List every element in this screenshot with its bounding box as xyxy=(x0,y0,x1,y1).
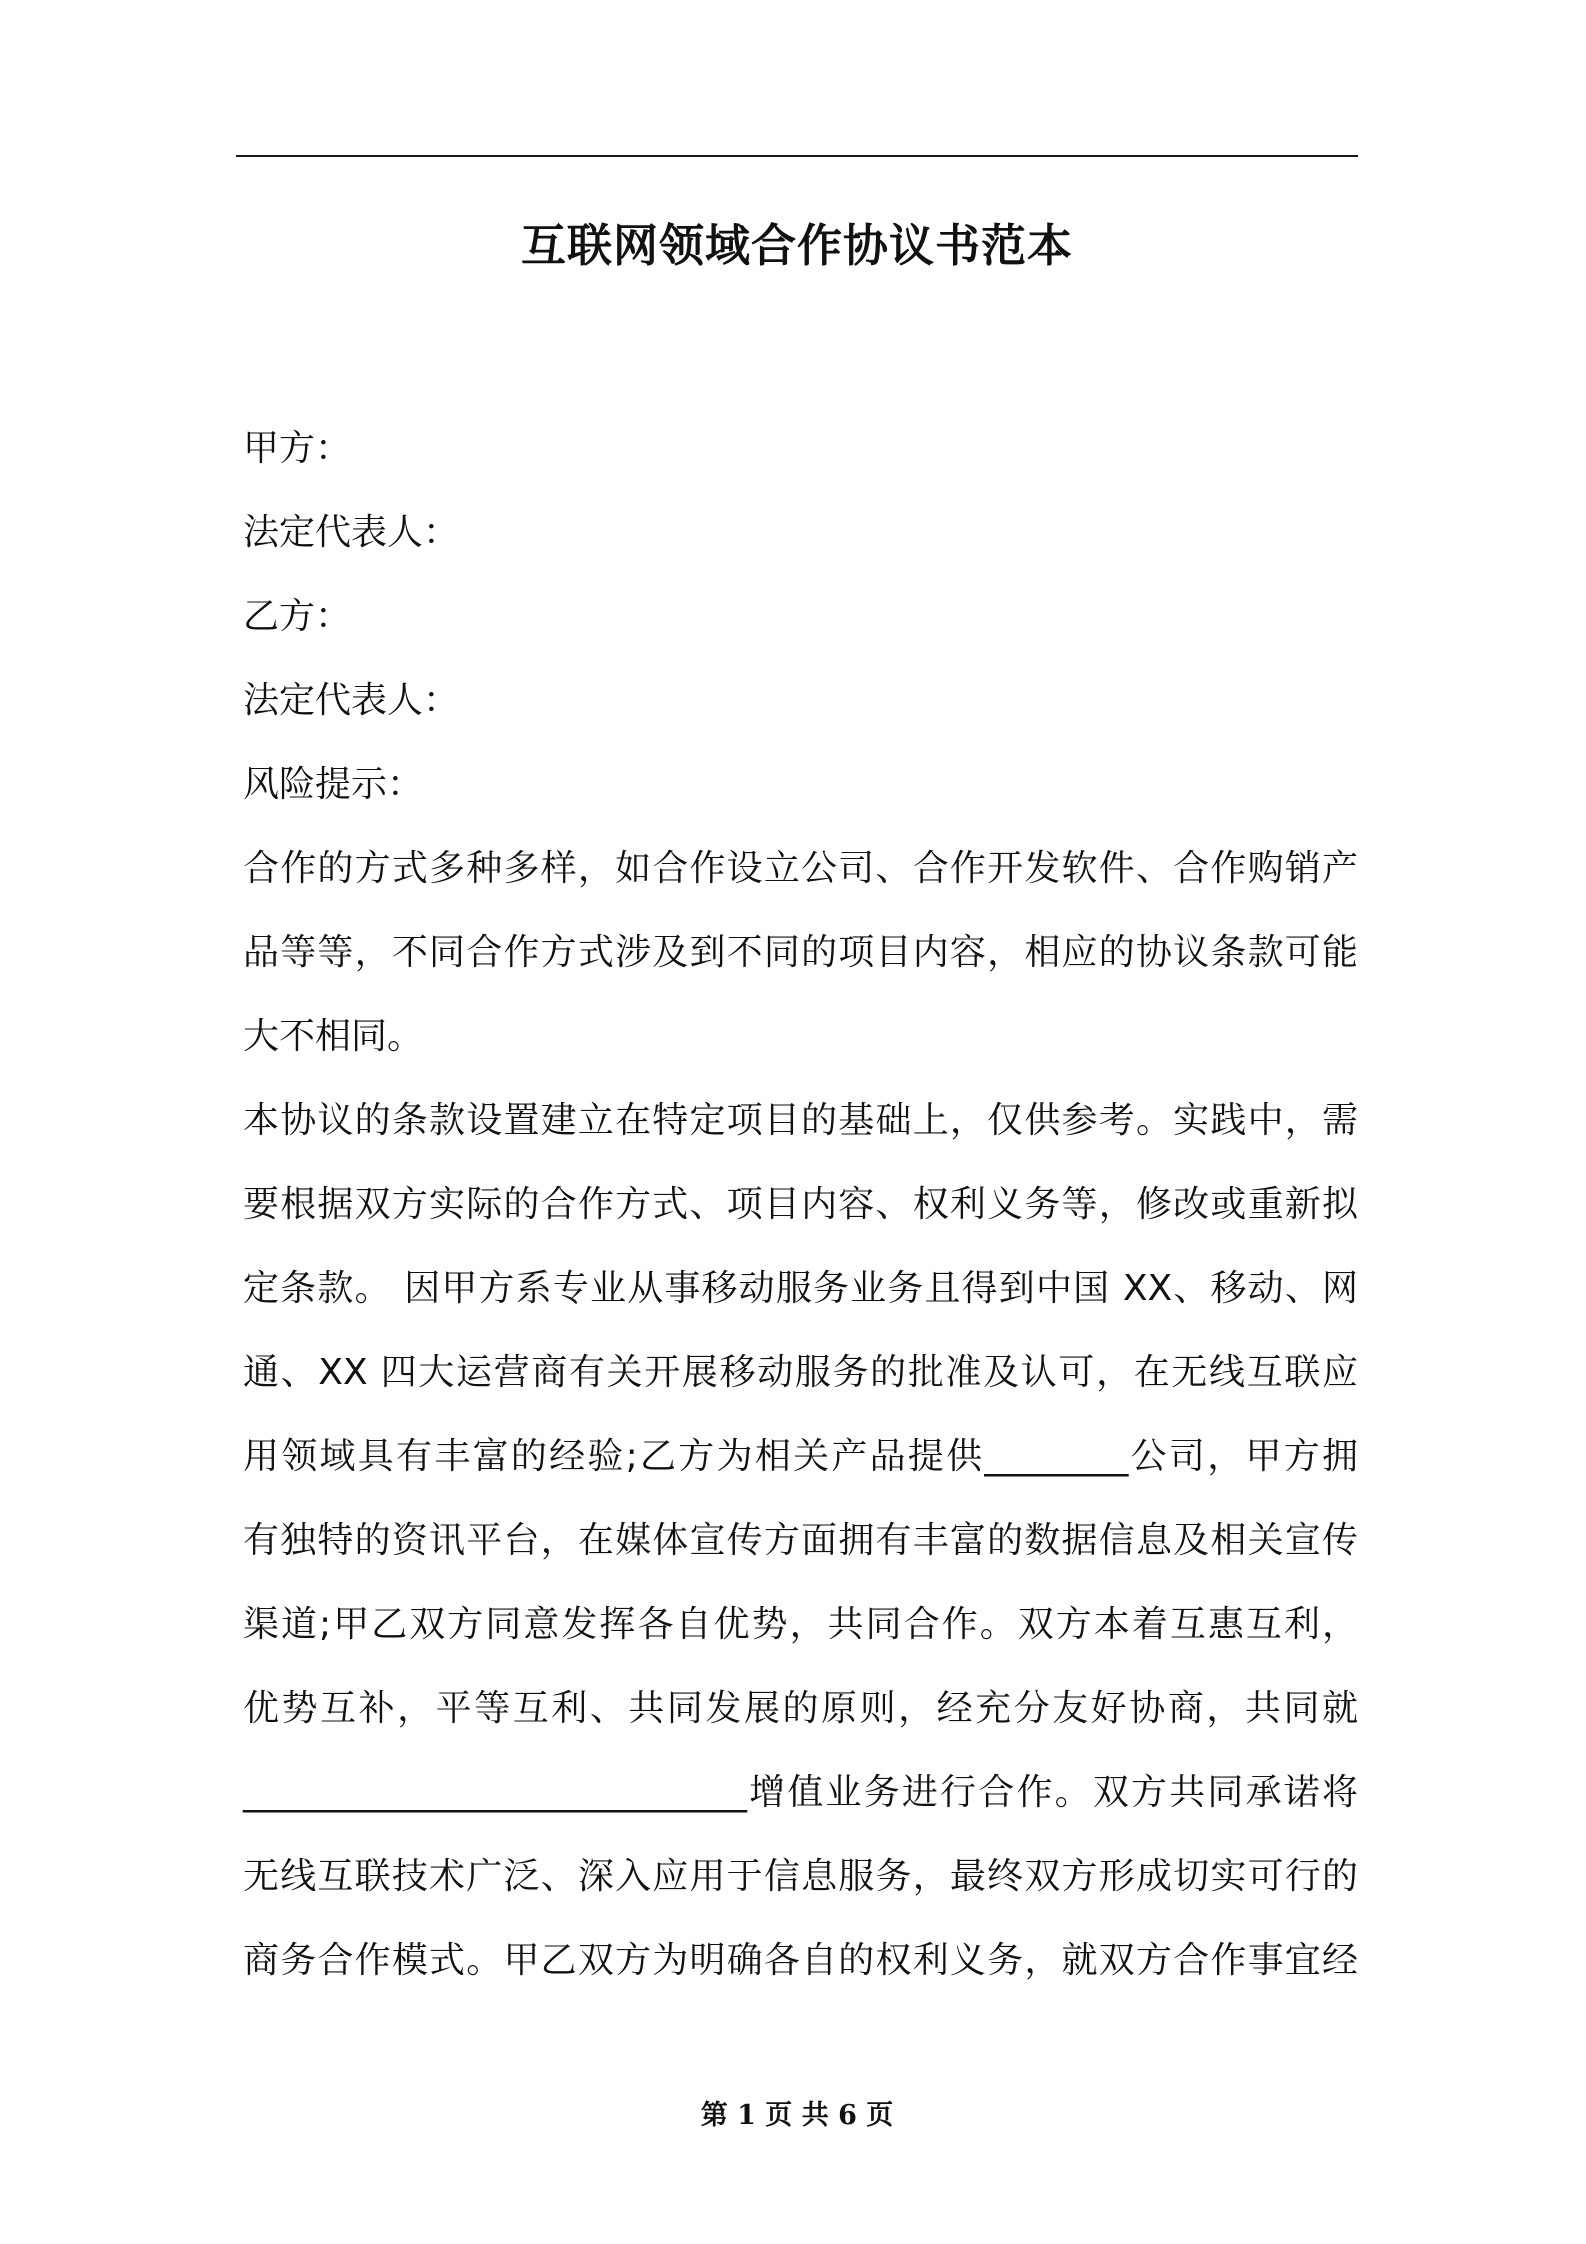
paragraph-1-line: 合作的方式多种多样，如合作设立公司、合作开发软件、合作购销产 xyxy=(243,848,1358,889)
document-title: 互联网领域合作协议书范本 xyxy=(520,219,1073,272)
party-b-representative-label: 法定代表人： xyxy=(243,680,460,721)
header-rule xyxy=(236,155,1358,157)
paragraph-1-line: 品等等，不同合作方式涉及到不同的项目内容，相应的协议条款可能 xyxy=(243,932,1358,973)
party-a-representative-label: 法定代表人： xyxy=(243,512,460,553)
paragraph-2-line: 商务合作模式。甲乙双方为明确各自的权利义务，就双方合作事宜经 xyxy=(243,1940,1358,1981)
paragraph-2-line: 本协议的条款设置建立在特定项目的基础上，仅供参考。实践中，需 xyxy=(243,1100,1358,1141)
risk-notice-label: 风险提示： xyxy=(243,764,424,805)
paragraph-2-line: 渠道;甲乙双方同意发挥各自优势，共同合作。双方本着互惠互利， xyxy=(243,1604,1358,1645)
paragraph-2-line: 用领域具有丰富的经验;乙方为相关产品提供________公司，甲方拥 xyxy=(243,1436,1358,1477)
paragraph-2-line: 要根据双方实际的合作方式、项目内容、权利义务等，修改或重新拟 xyxy=(243,1184,1358,1225)
party-a-label: 甲方： xyxy=(243,428,352,469)
paragraph-2-line: 通、XX 四大运营商有关开展移动服务的批准及认可，在无线互联应 xyxy=(243,1352,1358,1393)
paragraph-1-line: 大不相同。 xyxy=(243,1016,424,1057)
party-b-label: 乙方： xyxy=(243,596,352,637)
paragraph-2-line: 有独特的资讯平台，在媒体宣传方面拥有丰富的数据信息及相关宣传 xyxy=(243,1520,1358,1561)
paragraph-2-line: 无线互联技术广泛、深入应用于信息服务，最终双方形成切实可行的 xyxy=(243,1856,1358,1897)
paragraph-2-line: 定条款。 因甲方系专业从事移动服务业务且得到中国 XX、移动、网 xyxy=(243,1268,1358,1309)
paragraph-2-line: 优势互补，平等互利、共同发展的原则，经充分友好协商，共同就 xyxy=(243,1688,1358,1729)
page-number: 第 1 页 共 6 页 xyxy=(700,2100,894,2131)
paragraph-2-line: ____________________________增值业务进行合作。双方共同承诺将 xyxy=(243,1772,1358,1813)
document-body xyxy=(243,407,1358,2003)
